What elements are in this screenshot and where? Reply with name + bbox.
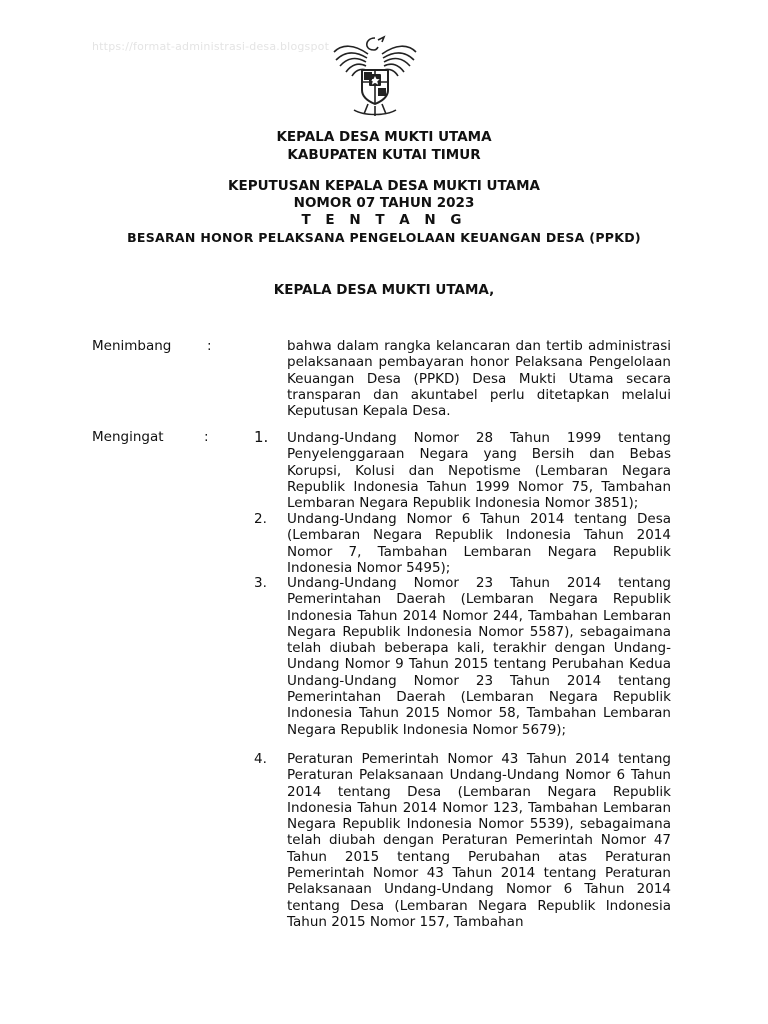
decree-number: NOMOR 07 TAHUN 2023	[293, 195, 475, 211]
menimbang-text: bahwa dalam rangka kelancaran dan tertib administrasi pelaksanaan pembayaran honor Pelaksana Pengelolaan Keuangan Desa (PPKD) Desa Mukti Utama secara transparan dan akuntabel perlu ditetapkan melalui Keputusan Kepala Desa.	[287, 338, 671, 420]
header-line-2: KABUPATEN KUTAI TIMUR	[287, 147, 481, 163]
mengingat-item-number: 1.	[254, 428, 269, 446]
menimbang-colon: :	[207, 338, 212, 354]
decree-subject: BESARAN HONOR PELAKSANA PENGELOLAAN KEUANGAN DESA (PPKD)	[127, 230, 641, 245]
mengingat-item-text: Undang-Undang Nomor 23 Tahun 2014 tentang Pemerintahan Daerah (Lembaran Negara Republik Indonesia Tahun 2014 Nomor 244, Tambahan Lembaran Negara Republik Indonesia Nomor 5587), sebagaimana telah diubah beberapa kali, terakhir dengan Undang-Undang Nomor 9 Tahun 2015 tentang Perubahan Kedua Undang-Undang Nomor 23 Tahun 2014 tentang Pemerintahan Daerah (Lembaran Negara Republik Indonesia Tahun 2015 Nomor 58, Tambahan Lembaran Negara Republik Indonesia Nomor 5679);	[287, 575, 671, 738]
mengingat-item-text: Undang-Undang Nomor 28 Tahun 1999 tentang Penyelenggaraan Negara yang Bersih dan Bebas Korupsi, Kolusi dan Nepotisme (Lembaran Negara Republik Indonesia Tahun 1999 Nomor 75, Tambahan Lembaran Negara Republik Indonesia Nomor 3851);	[287, 430, 671, 512]
header-line-1: KEPALA DESA MUKTI UTAMA	[276, 129, 492, 145]
mengingat-item-number: 2.	[254, 511, 267, 527]
mengingat-item-text: Peraturan Pemerintah Nomor 43 Tahun 2014 tentang Peraturan Pelaksanaan Undang-Undang Nomor 6 Tahun 2014 tentang Desa (Lembaran Negara Republik Indonesia Tahun 2014 Nomor 123, Tambahan Lembaran Negara Republik Indonesia Nomor 5539), sebagaimana telah diubah dengan Peraturan Pemerintah Nomor 47 Tahun 2015 tentang Perubahan atas Peraturan Pemerintah Nomor 43 Tahun 2014 tentang Peraturan Pelaksanaan Undang-Undang Nomor 6 Tahun 2014 tentang Desa (Lembaran Negara Republik Indonesia Tahun 2015 Nomor 157, Tambahan	[287, 751, 671, 930]
mengingat-item-number: 4.	[254, 751, 267, 767]
authority-heading: KEPALA DESA MUKTI UTAMA,	[273, 282, 495, 298]
mengingat-item-text: Undang-Undang Nomor 6 Tahun 2014 tentang Desa (Lembaran Negara Republik Indonesia Tahun 2014 Nomor 7, Tambahan Lembaran Negara Republik Indonesia Nomor 5495);	[287, 511, 671, 576]
menimbang-label: Menimbang	[92, 338, 172, 354]
decree-tentang: T E N T A N G	[301, 212, 467, 228]
mengingat-item-number: 3.	[254, 575, 267, 591]
decree-title: KEPUTUSAN KEPALA DESA MUKTI UTAMA	[228, 178, 540, 194]
mengingat-label: Mengingat	[92, 429, 164, 445]
watermark-url: https://format-administrasi-desa.blogspot	[92, 40, 330, 53]
garuda-emblem-icon	[330, 30, 420, 120]
mengingat-colon: :	[204, 429, 209, 445]
